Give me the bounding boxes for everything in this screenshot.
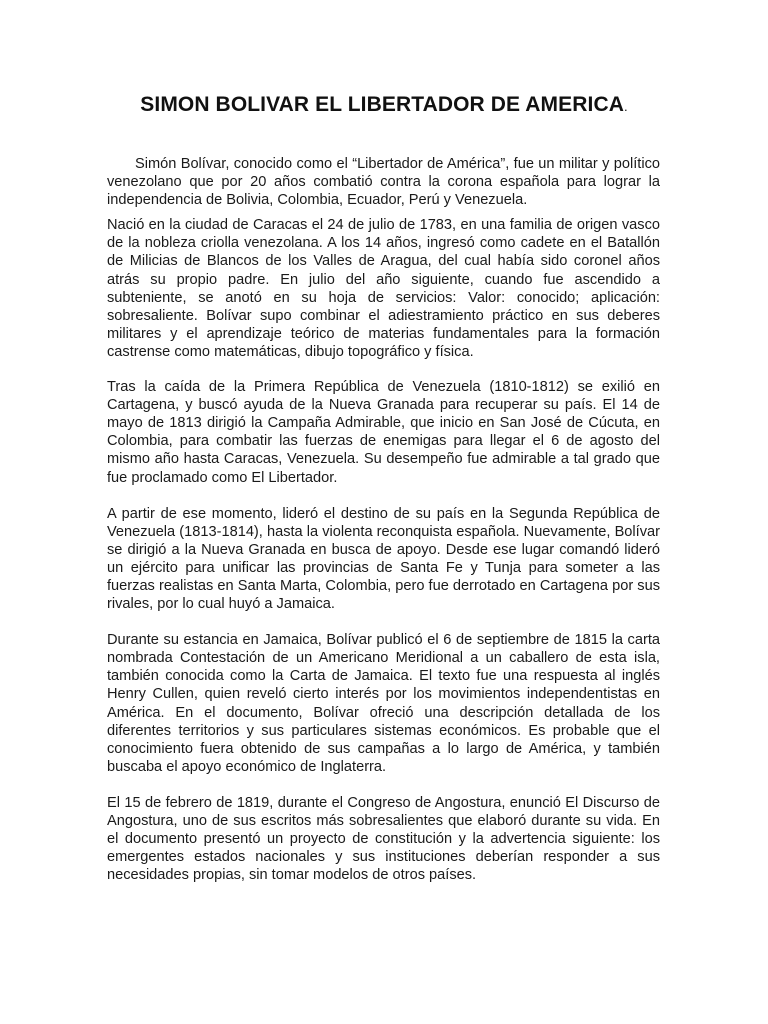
document-title-line [0,93,768,119]
paragraph-first-republic: Tras la caída de la Primera República de Venezuela (1810-1812) se exilió en Cartagena, y buscó ayuda de la Nueva Granada para recuperar su país. El 14 de mayo de 1813 dirigió la Campaña Admirable, que inicio en San José de Cúcuta, en Colombia, para combatir las fuerzas de enemigas para llegar el 6 de agosto del mismo año hasta Caracas, Venezuela. Su desempeño fue admirable a tal grado que fue proclamado como El Libertador. [107,379,660,486]
document-title: SIMON BOLIVAR EL LIBERTADOR DE AMERICA [140,93,624,116]
title-trailing-period: . [623,99,628,114]
paragraph-birth: Nació en la ciudad de Caracas el 24 de julio de 1783, en una familia de origen vasco de la nobleza criolla venezolana. A los 14 años, ingresó como cadete en el Batallón de Milicias de Blancos de los Valles de Aragua, del cual había sido coronel años atrás su propio padre. En julio del año siguiente, cuando fue ascendido a subteniente, se anotó en su hoja de servicios: Valor: conocido; aplicación: sobresaliente. Bolívar supo combinar el adiestramiento práctico en sus deberes militares y el aprendizaje teórico de materias fundamentales para la formación castrense como matemáticas, dibujo topográfico y física. [107,217,660,360]
paragraph-second-republic: A partir de ese momento, lideró el destino de su país en la Segunda República de Venezuela (1813-1814), hasta la violenta reconquista española. Nuevamente, Bolívar se dirigió a la Nueva Granada en busca de apoyo. Desde ese lugar comandó lideró un ejército para unificar las provincias de Santa Fe y Tunja para someter a las fuerzas realistas en Santa Marta, Colombia, pero fue derrotado en Cartagena por sus rivales, por lo cual huyó a Jamaica. [107,505,660,613]
document-body [107,155,660,884]
paragraph-intro: Simón Bolívar, conocido como el “Libertador de América”, fue un militar y político venezolano que por 20 años combatió contra la corona española para lograr la independencia de Bolivia, Colombia, Ecuador, Perú y Venezuela. [107,156,660,209]
paragraph-jamaica: Durante su estancia en Jamaica, Bolívar publicó el 6 de septiembre de 1815 la carta nombrada Contestación de un Americano Meridional a un caballero de esta isla, también conocida como la Carta de Jamaica. El texto fue una respuesta al inglés Henry Cullen, quien reveló cierto interés por los movimientos independentistas en América. En el documento, Bolívar ofreció una descripción detallada de los diferentes territorios y sus particulares sistemas económicos. Es probable que el conocimiento fuera obtenido de sus campañas a lo largo de América, y también buscaba el apoyo económico de Inglaterra. [107,632,660,775]
paragraph-angostura: El 15 de febrero de 1819, durante el Congreso de Angostura, enunció El Discurso de Angostura, uno de sus escritos más sobresalientes que elaboró durante su vida. En el documento presentó un proyecto de constitución y la advertencia siguiente: los emergentes estados nacionales y sus instituciones deberían responder a sus necesidades propias, sin tomar modelos de otros países. [107,794,660,884]
